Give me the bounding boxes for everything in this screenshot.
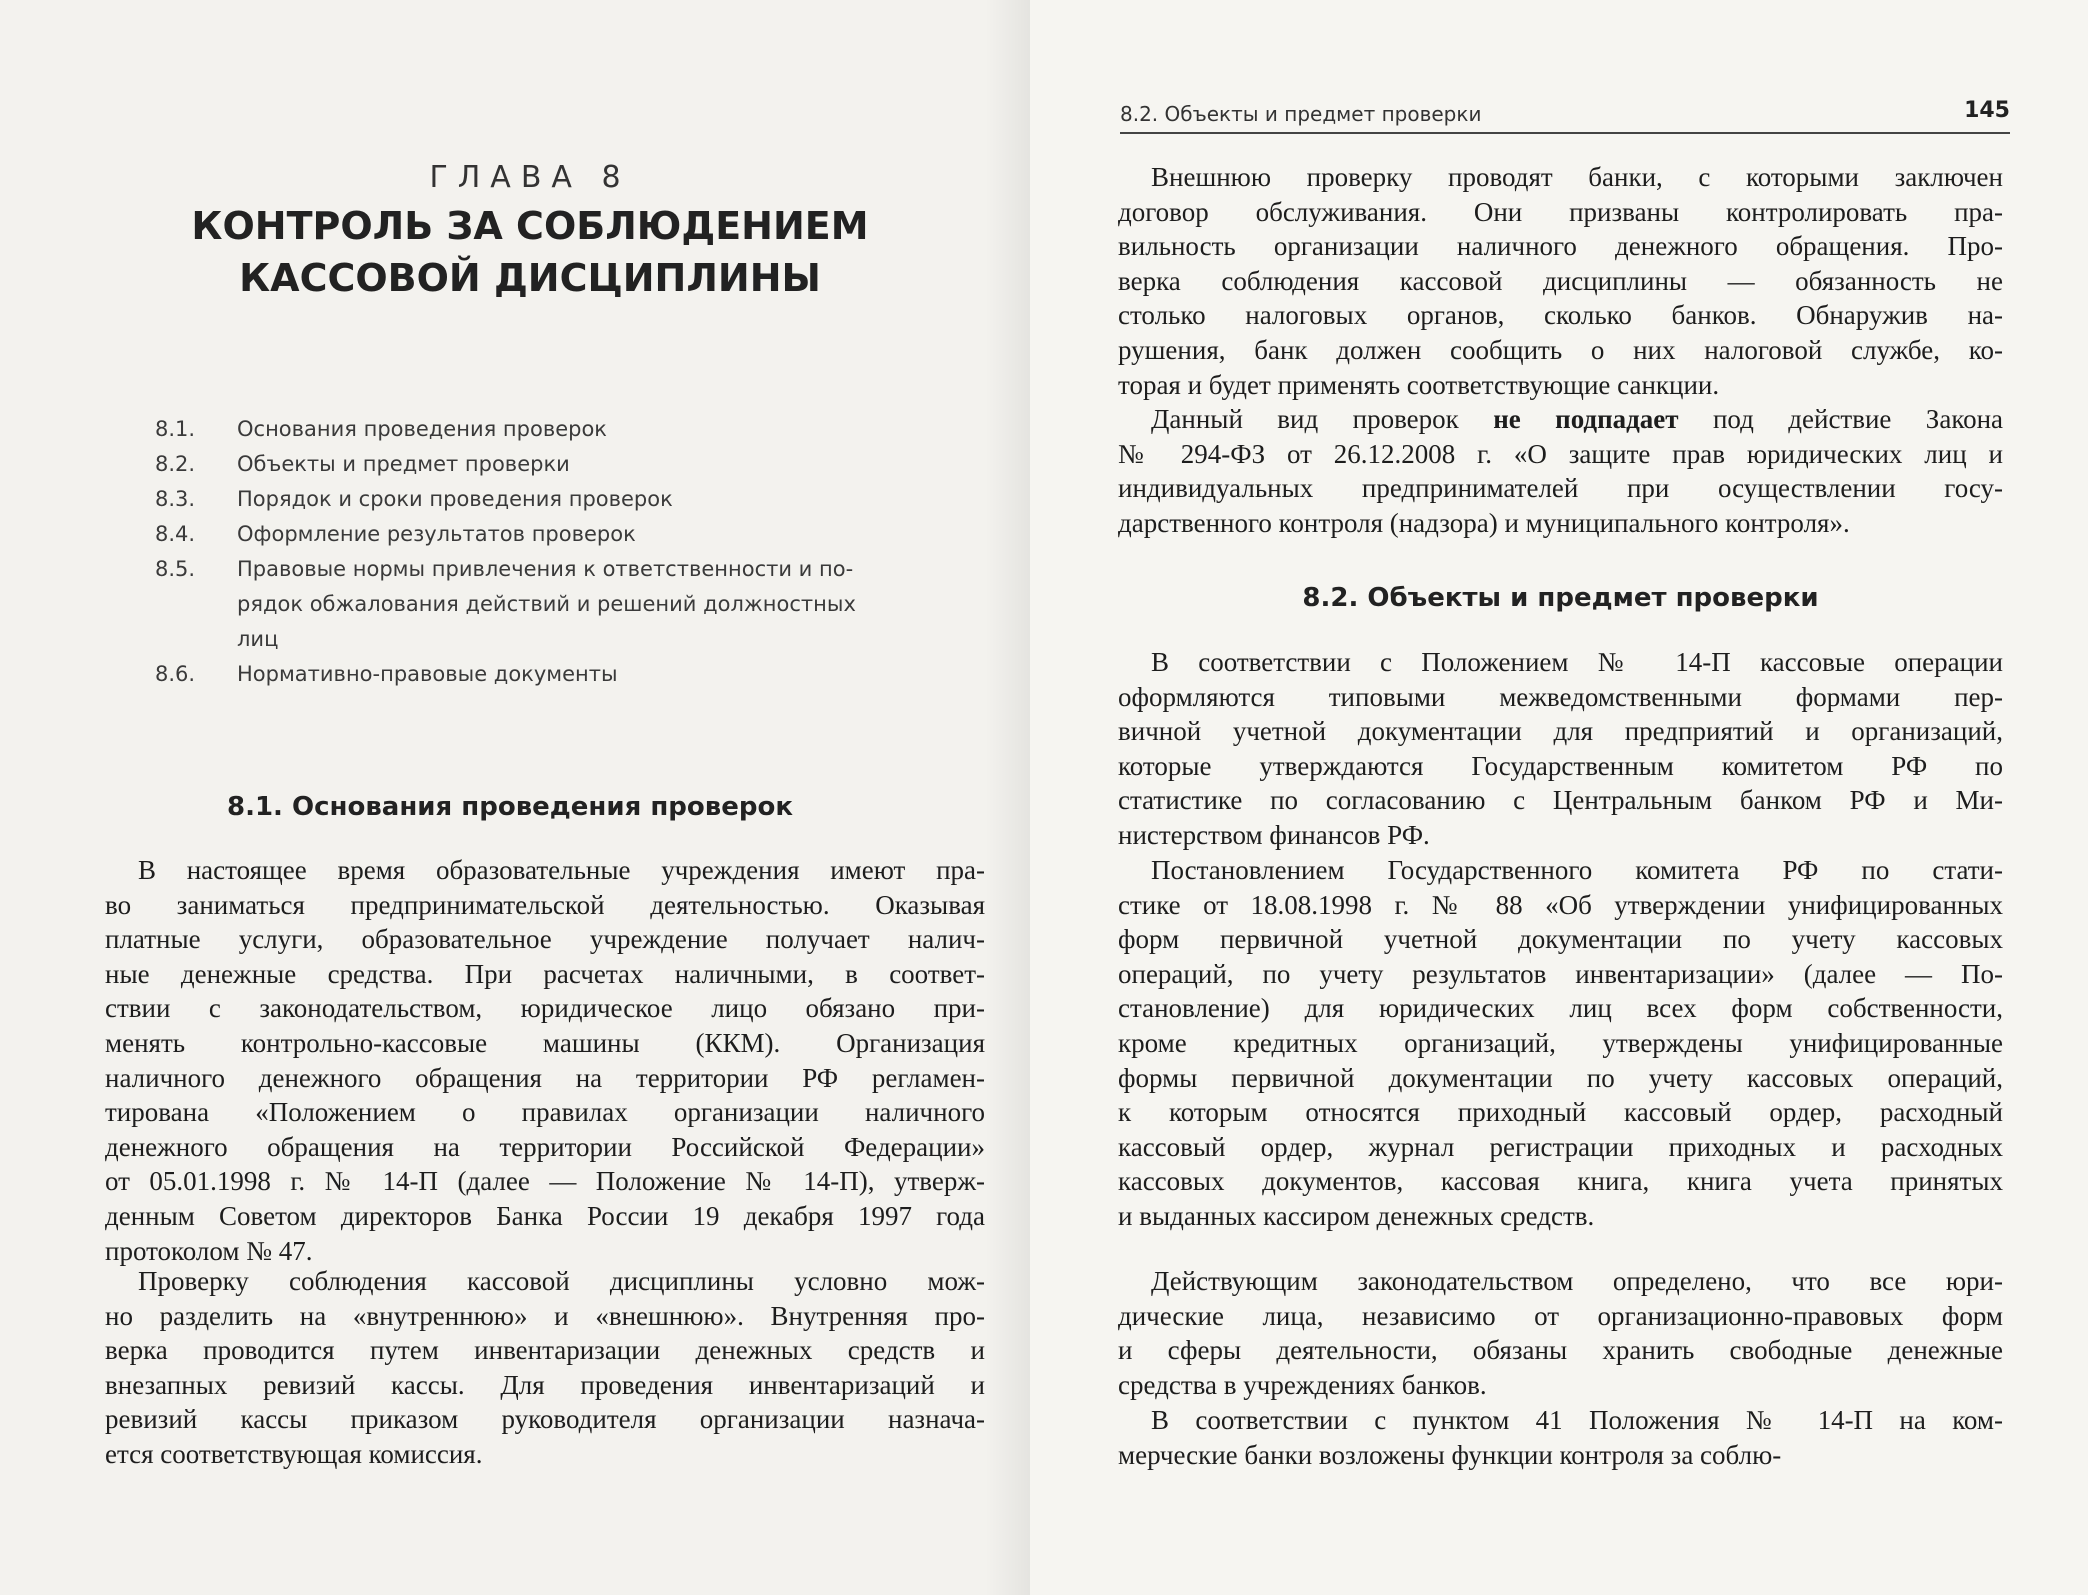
text-line: от 05.01.1998 г. № 14-П (далее — Положение № 14-П), утверж- (105, 1166, 985, 1197)
body-paragraph (1118, 853, 2003, 1234)
toc-text: рядок обжалования действий и решений должностных (237, 592, 856, 616)
text-line: вичной учетной документации для предприятий и организаций, (1118, 716, 2003, 747)
toc-text: Правовые нормы привлечения к ответственности и по- (237, 557, 854, 581)
toc-item (155, 412, 955, 447)
toc-item (155, 447, 955, 482)
text-line: рушения, банк должен сообщить о них налоговой службе, ко- (1118, 334, 2003, 365)
toc-item (155, 517, 955, 552)
toc-text: Нормативно-правовые документы (237, 662, 618, 686)
left-page (0, 0, 1030, 1595)
toc-item (155, 657, 955, 692)
text-line: нистерством финансов РФ. (1118, 819, 1430, 850)
text-line: менять контрольно-кассовые машины (ККМ). Организация (105, 1027, 985, 1058)
toc-number: 8.5. (155, 557, 196, 581)
text-line: протоколом № 47. (105, 1235, 313, 1266)
text-line: ревизий кассы приказом руководителя организации назнача- (105, 1404, 985, 1435)
text-line: ствии с законодательством, юридическое лицо обязано при- (105, 993, 985, 1024)
text-line: и выданных кассиром денежных средств. (1118, 1200, 1595, 1231)
toc-number: 8.4. (155, 522, 196, 546)
text-line: Проверку соблюдения кассовой дисциплины условно мож- (138, 1266, 985, 1296)
text-line: статистике по согласованию с Центральным банком РФ и Ми- (1118, 785, 2003, 816)
toc-text: Основания проведения проверок (237, 417, 607, 441)
text-line: В соответствии с пунктом 41 Положения № 14-П на ком- (1151, 1405, 2003, 1435)
body-paragraph (1118, 402, 2003, 540)
text-line: средства в учреждениях банков. (1118, 1369, 1487, 1400)
text-line: но разделить на «внутреннюю» и «внешнюю». Внутренняя про- (105, 1300, 985, 1331)
text-line: договор обслуживания. Они призваны контролировать пра- (1118, 196, 2003, 227)
text-line: Действующим законодательством определено, что все юри- (1151, 1266, 2003, 1296)
text-line: Постановлением Государственного комитета РФ по стати- (1151, 855, 2003, 885)
emphasis-text: не подпадает (1493, 404, 1679, 434)
text-line: № 294-ФЗ от 26.12.2008 г. «О защите прав юридических лиц и (1118, 438, 2003, 469)
text-line: В настоящее время образовательные учреждения имеют пра- (138, 855, 985, 885)
toc-number: 8.3. (155, 487, 196, 511)
text-line: и сферы деятельности, обязаны хранить свободные денежные (1118, 1335, 2003, 1366)
text-line: столько налоговых органов, сколько банков. Обнаружив на- (1118, 300, 2003, 331)
text-line: верка соблюдения кассовой дисциплины — обязанность не (1118, 265, 2003, 296)
text-line: формы первичной документации по учету кассовых операций, (1118, 1062, 2003, 1093)
body-paragraph (1118, 645, 2003, 853)
text-line: кассовых документов, кассовая книга, книга учета принятых (1118, 1166, 2003, 1197)
text-line: кроме кредитных организаций, утверждены унифицированные (1118, 1027, 2003, 1058)
section-heading: 8.2. Объекты и предмет проверки (1302, 583, 1819, 613)
text-line: денежного обращения на территории Российской Федерации» (105, 1131, 985, 1162)
body-paragraph (1118, 1403, 2003, 1472)
text-line: вильность организации наличного денежного обращения. Про- (1118, 231, 2003, 262)
text-line: кассовый ордер, журнал регистрации приходных и расходных (1118, 1131, 2003, 1162)
chapter-title-line: КОНТРОЛЬ ЗА СОБЛЮДЕНИЕМ (191, 204, 869, 248)
toc-text: Объекты и предмет проверки (237, 452, 570, 476)
text-line: дические лица, независимо от организационно-правовых форм (1118, 1300, 2003, 1331)
text-line: во заниматься предпринимательской деятельностью. Оказывая (105, 889, 985, 920)
toc-item (155, 552, 955, 657)
section-heading: 8.1. Основания проведения проверок (227, 792, 793, 822)
chapter-title (150, 200, 910, 304)
text-line: ется соответствующая комиссия. (105, 1438, 483, 1469)
text-line: денным Советом директоров Банка России 19 декабря 1997 года (105, 1200, 985, 1231)
text-line: торая и будет применять соответствующие санкции. (1118, 369, 1720, 400)
running-head-title: 8.2. Объекты и предмет проверки (1120, 102, 1482, 126)
text-line: наличного денежного обращения на территории РФ регламен- (105, 1062, 985, 1093)
page-number: 145 (1964, 98, 2010, 123)
text-line: мерческие банки возложены функции контроля за соблю- (1118, 1439, 1782, 1470)
text-line: становление) для юридических лиц всех форм собственности, (1118, 993, 2003, 1024)
text-line: тирована «Положением о правилах организации наличного (105, 1097, 985, 1128)
text-line: верка проводится путем инвентаризации денежных средств и (105, 1335, 985, 1366)
text-line: к которым относятся приходный кассовый ордер, расходный (1118, 1097, 2003, 1128)
running-head (1120, 98, 2010, 134)
toc-text: лиц (237, 627, 279, 651)
toc-number: 8.6. (155, 662, 196, 686)
text-line: индивидуальных предпринимателей при осуществлении госу- (1118, 473, 2003, 504)
toc-item (155, 482, 955, 517)
toc-text: Оформление результатов проверок (237, 522, 636, 546)
text-line: которые утверждаются Государственным комитетом РФ по (1118, 750, 2003, 781)
text-line: оформляются типовыми межведомственными формами пер- (1118, 681, 2003, 712)
text-line: форм первичной учетной документации по учету кассовых (1118, 924, 2003, 955)
chapter-label: ГЛАВА 8 (429, 160, 631, 195)
table-of-contents (155, 412, 955, 692)
body-paragraph (1118, 1264, 2003, 1402)
text-line: Внешнюю проверку проводят банки, с которыми заключен (1151, 162, 2003, 192)
text-line: ные денежные средства. При расчетах наличными, в соответ- (105, 958, 985, 989)
text-line: Данный вид проверок не подпадает под действие Закона (1151, 404, 2003, 434)
text-line: стике от 18.08.1998 г. № 88 «Об утверждении унифицированных (1118, 889, 2003, 920)
toc-number: 8.2. (155, 452, 196, 476)
text-line: платные услуги, образовательное учреждение получает налич- (105, 924, 985, 955)
text-line: В соответствии с Положением № 14-П кассовые операции (1151, 647, 2003, 677)
chapter-title-line: КАССОВОЙ ДИСЦИПЛИНЫ (239, 256, 821, 300)
text-line: операций, по учету результатов инвентаризации» (далее — По- (1118, 958, 2003, 989)
body-paragraph (105, 1264, 985, 1472)
text-line: дарственного контроля (надзора) и муниципального контроля». (1118, 507, 1850, 538)
toc-number: 8.1. (155, 417, 196, 441)
body-paragraph (1118, 160, 2003, 402)
toc-text: Порядок и сроки проведения проверок (237, 487, 673, 511)
text-line: внезапных ревизий кассы. Для проведения инвентаризаций и (105, 1369, 985, 1400)
body-paragraph (105, 853, 985, 1268)
